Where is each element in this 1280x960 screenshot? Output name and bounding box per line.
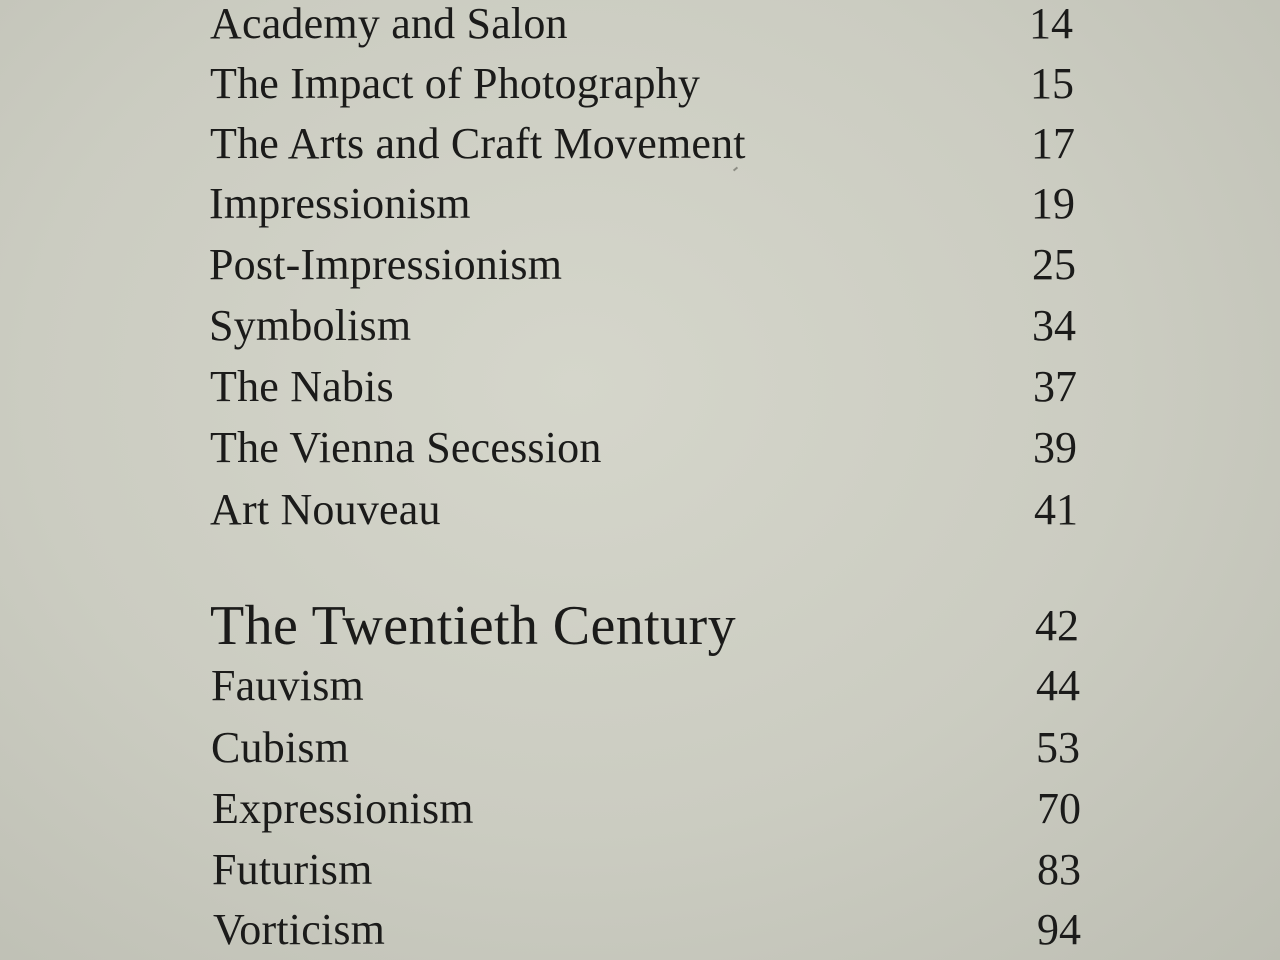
- toc-entry-vienna-secession: [0, 418, 1280, 478]
- toc-entry-page-number: 42: [1035, 601, 1079, 650]
- toc-entry-title: Fauvism: [211, 661, 364, 710]
- toc-entry-title: The Vienna Secession: [210, 423, 602, 472]
- toc-entry-page-number: 25: [1032, 240, 1076, 289]
- toc-entry-title: Post-Impressionism: [209, 240, 563, 289]
- toc-entry-page-number: 34: [1032, 301, 1076, 350]
- toc-entry-art-nouveau: [0, 480, 1280, 540]
- toc-entry-title: Futurism: [212, 845, 373, 894]
- toc-entry-fauvism: [0, 656, 1280, 716]
- toc-entry-page-number: 94: [1037, 905, 1081, 954]
- toc-entry-title: Art Nouveau: [210, 485, 441, 534]
- toc-entry-title: Academy and Salon: [210, 0, 568, 48]
- toc-entry-page-number: 19: [1031, 179, 1075, 228]
- toc-entry-impact-of-photography: [0, 54, 1280, 114]
- toc-entry-post-impressionism: [0, 235, 1280, 295]
- toc-entry-the-nabis: [0, 357, 1280, 417]
- toc-entry-title: Impressionism: [209, 179, 471, 228]
- toc-entry-title: Expressionism: [212, 784, 474, 833]
- toc-entry-page-number: 41: [1034, 485, 1078, 534]
- toc-section-title: The Twentieth Century: [210, 595, 736, 657]
- toc-entry-page-number: 44: [1036, 661, 1080, 710]
- toc-entry-vorticism: [0, 900, 1280, 960]
- toc-entry-arts-and-craft-movement: [0, 114, 1280, 174]
- toc-entry-expressionism: [0, 779, 1280, 839]
- toc-entry-title: Vorticism: [213, 905, 386, 954]
- toc-entry-page-number: 17: [1031, 119, 1075, 168]
- toc-entry-page-number: 70: [1037, 784, 1081, 833]
- toc-entry-impressionism: [0, 174, 1280, 234]
- toc-entry-futurism: [0, 840, 1280, 900]
- toc-entry-cubism: [0, 718, 1280, 778]
- toc-entry-title: The Nabis: [210, 362, 394, 411]
- toc-entry-page-number: 39: [1033, 423, 1077, 472]
- toc-entry-page-number: 53: [1036, 723, 1080, 772]
- toc-entry-title: The Impact of Photography: [210, 59, 701, 108]
- toc-entry-title: The Arts and Craft Movement: [210, 119, 746, 168]
- toc-section-twentieth-century: [0, 596, 1280, 656]
- toc-entry-page-number: 14: [1029, 0, 1073, 48]
- toc-entry-page-number: 37: [1033, 362, 1077, 411]
- toc-entry-title: Symbolism: [209, 301, 412, 350]
- toc-entry-academy-and-salon: [0, 0, 1280, 54]
- toc-entry-page-number: 83: [1037, 845, 1081, 894]
- toc-entry-symbolism: [0, 296, 1280, 356]
- toc-entry-title: Cubism: [211, 723, 350, 772]
- toc-entry-page-number: 15: [1030, 59, 1074, 108]
